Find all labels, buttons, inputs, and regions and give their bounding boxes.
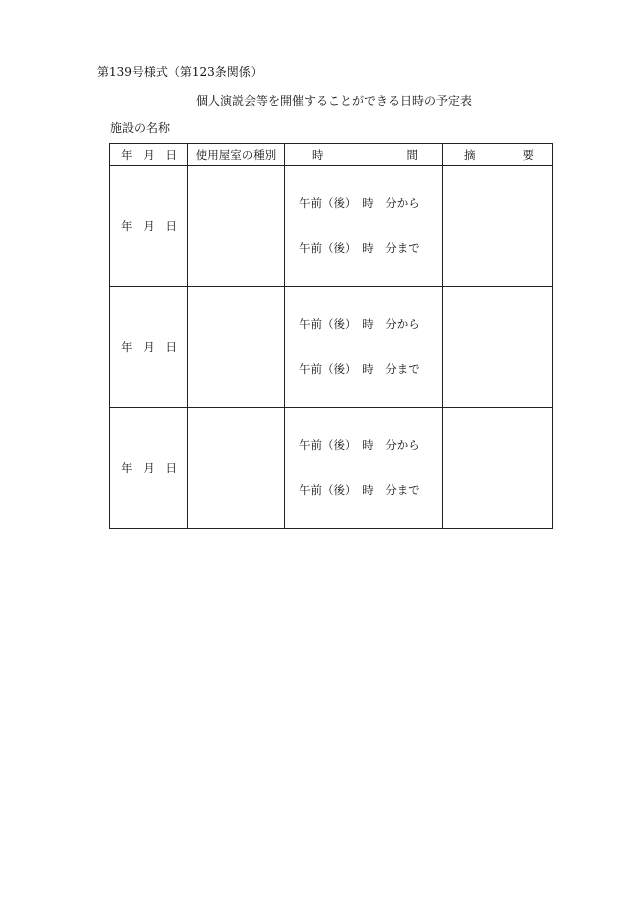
month-label: 月 xyxy=(143,340,155,354)
remarks-header-char-1: 摘 xyxy=(464,147,476,162)
year-label: 年 xyxy=(121,461,133,475)
year-header: 年 xyxy=(121,147,133,162)
time-cell[interactable] xyxy=(285,408,443,529)
month-label: 月 xyxy=(143,461,155,475)
table-row xyxy=(110,287,553,408)
room-type-header xyxy=(188,144,285,166)
date-header xyxy=(110,144,188,166)
room-type-cell[interactable] xyxy=(188,287,285,408)
time-header-char-1: 時 xyxy=(312,147,324,162)
year-label: 年 xyxy=(121,340,133,354)
time-to-line: 午前（後） 時 分まで xyxy=(299,483,420,497)
remarks-cell[interactable] xyxy=(443,166,553,287)
date-cell[interactable] xyxy=(110,408,188,529)
table-row xyxy=(110,408,553,529)
room-type-cell[interactable] xyxy=(188,166,285,287)
remarks-cell[interactable] xyxy=(443,408,553,529)
time-header-char-2: 間 xyxy=(406,147,418,162)
room-type-cell[interactable] xyxy=(188,408,285,529)
document-title: 個人演説会等を開催することができる日時の予定表 xyxy=(196,94,473,108)
month-label: 月 xyxy=(143,219,155,233)
time-from-line: 午前（後） 時 分から xyxy=(299,317,420,331)
day-label: 日 xyxy=(165,461,177,475)
date-cell[interactable] xyxy=(110,287,188,408)
remarks-header xyxy=(443,144,553,166)
day-label: 日 xyxy=(165,219,177,233)
day-header: 日 xyxy=(165,147,177,162)
facility-name-label: 施設の名称 xyxy=(110,121,171,135)
time-from-line: 午前（後） 時 分から xyxy=(299,196,420,210)
remarks-cell[interactable] xyxy=(443,287,553,408)
time-to-line: 午前（後） 時 分まで xyxy=(299,241,420,255)
form-number-label: 第139号様式（第123条関係） xyxy=(97,65,263,79)
time-cell[interactable] xyxy=(285,287,443,408)
room-type-header-text: 使用屋室の種別 xyxy=(195,147,277,162)
time-from-line: 午前（後） 時 分から xyxy=(299,438,420,452)
table-row xyxy=(110,166,553,287)
date-cell[interactable] xyxy=(110,166,188,287)
time-header xyxy=(285,144,443,166)
year-label: 年 xyxy=(121,219,133,233)
schedule-table xyxy=(109,143,553,529)
time-cell[interactable] xyxy=(285,166,443,287)
month-header: 月 xyxy=(143,147,155,162)
table-header-row xyxy=(110,144,553,166)
day-label: 日 xyxy=(165,340,177,354)
time-to-line: 午前（後） 時 分まで xyxy=(299,362,420,376)
remarks-header-char-2: 要 xyxy=(522,147,534,162)
